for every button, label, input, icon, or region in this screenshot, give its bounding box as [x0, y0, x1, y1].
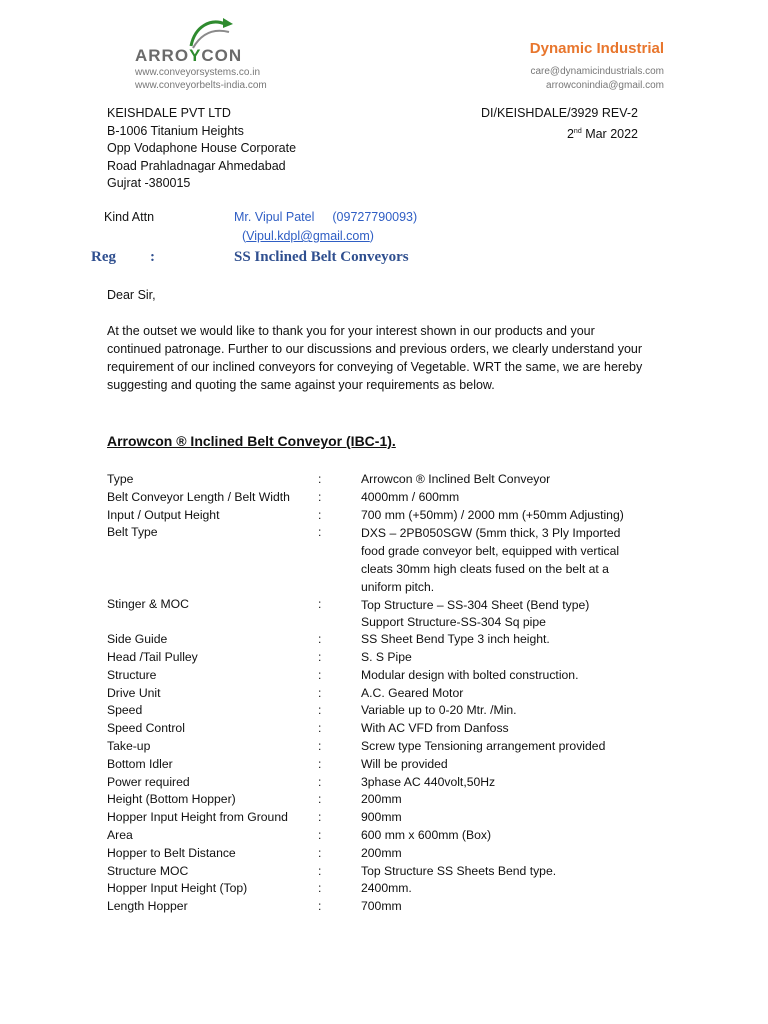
spec-label: Structure: [107, 667, 157, 682]
contact-email-1: care@dynamicindustrials.com: [530, 66, 664, 77]
spec-colon: :: [318, 632, 322, 647]
website-1: www.conveyorsystems.co.in: [135, 67, 261, 78]
spec-row: [107, 490, 620, 508]
spec-label: Stinger & MOC: [107, 596, 189, 611]
spec-label: Structure MOC: [107, 863, 189, 878]
spec-colon: :: [318, 827, 322, 842]
paragraph-line: At the outset we would like to thank you for your interest shown in our products and your: [107, 324, 595, 338]
paragraph-line: suggesting and quoting the same against your requirements as below.: [107, 378, 495, 392]
salutation: Dear Sir,: [107, 288, 156, 302]
spec-label: Hopper Input Height (Top): [107, 881, 248, 896]
spec-label: Hopper to Belt Distance: [107, 845, 236, 860]
spec-colon: :: [318, 881, 322, 896]
spec-label: Belt Conveyor Length / Belt Width: [107, 489, 290, 504]
attention-contact: [234, 210, 417, 224]
paragraph-line: continued patronage. Further to our discussions and previous orders, we clearly understand your: [107, 342, 643, 356]
spec-colon: :: [318, 507, 322, 522]
spec-row: [107, 899, 620, 917]
spec-label: Type: [107, 472, 134, 486]
spec-value: Variable up to 0-20 Mtr. /Min.: [361, 703, 517, 718]
spec-colon: :: [318, 525, 322, 540]
contact-email-2: arrowconindia@gmail.com: [546, 80, 664, 91]
spec-row: [107, 668, 620, 686]
spec-row: [107, 686, 620, 704]
spec-colon: :: [318, 721, 322, 736]
spec-label: Height (Bottom Hopper): [107, 792, 236, 807]
spec-value: 2400mm.: [361, 881, 412, 896]
spec-colon: :: [318, 649, 322, 664]
spec-row: [107, 792, 620, 810]
spec-row: [107, 810, 620, 828]
spec-label: Power required: [107, 774, 190, 789]
spec-value: food grade conveyor belt, equipped with vertical: [361, 544, 620, 559]
spec-label: Length Hopper: [107, 899, 188, 914]
spec-row: [107, 597, 620, 633]
spec-colon: :: [318, 792, 322, 807]
spec-table: [107, 472, 624, 917]
recipient-address: [107, 105, 296, 193]
intro-paragraph: [107, 322, 672, 394]
spec-row: [107, 650, 620, 668]
spec-colon: :: [318, 774, 322, 789]
spec-colon: :: [318, 489, 322, 504]
spec-value: Will be provided: [361, 756, 448, 771]
spec-colon: :: [318, 810, 322, 825]
spec-value: Modular design with bolted construction.: [361, 667, 579, 682]
email-link[interactable]: Vipul.kdpl@gmail.com: [246, 229, 370, 243]
spec-value: 200mm: [361, 792, 402, 807]
spec-row: [107, 472, 620, 490]
spec-row: [107, 757, 620, 775]
spec-value: cleats 30mm high cleats fused on the belt at a: [361, 561, 609, 576]
spec-value: Top Structure – SS-304 Sheet (Bend type): [361, 597, 590, 612]
spec-row: [107, 703, 620, 721]
address-line: Gujrat -380015: [107, 176, 191, 190]
reference-number: DI/KEISHDALE/3929 REV-2: [480, 106, 638, 120]
address-line: Opp Vodaphone House Corporate: [107, 141, 297, 155]
spec-colon: :: [318, 472, 322, 486]
spec-value: 700mm: [361, 899, 402, 914]
spec-value: 3phase AC 440volt,50Hz: [361, 774, 496, 789]
attention-label: Kind Attn: [104, 210, 155, 224]
reg-subject: SS Inclined Belt Conveyors: [234, 249, 409, 265]
spec-row: [107, 525, 620, 596]
spec-value: Arrowcon ® Inclined Belt Conveyor: [361, 472, 551, 486]
section-title: Arrowcon ® Inclined Belt Conveyor (IBC-1).: [107, 433, 396, 449]
spec-label: Belt Type: [107, 525, 158, 540]
spec-row: [107, 881, 620, 899]
spec-colon: :: [318, 738, 322, 753]
spec-value: 4000mm / 600mm: [361, 489, 460, 504]
spec-row: [107, 846, 620, 864]
spec-colon: :: [318, 899, 322, 914]
spec-label: Bottom Idler: [107, 756, 173, 771]
spec-row: [107, 721, 620, 739]
spec-value: uniform pitch.: [361, 579, 435, 594]
reference-date: 2nd Mar 2022: [566, 126, 638, 141]
spec-row: [107, 632, 620, 650]
spec-row: [107, 864, 620, 882]
website-2: www.conveyorbelts-india.com: [135, 80, 267, 91]
attention-name: Mr. Vipul Patel: [234, 210, 315, 224]
logo-wordmark: ARROYCON: [135, 46, 243, 65]
spec-value: Screw type Tensioning arrangement provided: [361, 738, 606, 753]
spec-label: Area: [107, 827, 133, 842]
spec-value: Support Structure-SS-304 Sq pipe: [361, 615, 546, 630]
attention-email: (Vipul.kdpl@gmail.com): [242, 229, 374, 243]
spec-colon: :: [318, 667, 322, 682]
spec-label: Side Guide: [107, 632, 168, 647]
spec-label: Hopper Input Height from Ground: [107, 810, 288, 825]
reg-label: Reg: [91, 249, 116, 265]
spec-label: Input / Output Height: [107, 507, 220, 522]
address-line: KEISHDALE PVT LTD: [107, 106, 231, 120]
spec-row: [107, 775, 620, 793]
spec-colon: :: [318, 845, 322, 860]
spec-label: Speed: [107, 703, 143, 718]
spec-value: A.C. Geared Motor: [361, 685, 464, 700]
paragraph-line: requirement of our inclined conveyors for conveying of Vegetable. WRT the same, we are hereby: [107, 360, 643, 374]
spec-value: 900mm: [361, 810, 402, 825]
spec-row: [107, 828, 620, 846]
brand-name: Dynamic Industrial: [529, 40, 664, 57]
spec-colon: :: [318, 685, 322, 700]
spec-label: Take-up: [107, 738, 151, 753]
reg-colon: :: [150, 249, 155, 265]
spec-value: 600 mm x 600mm (Box): [361, 827, 492, 842]
spec-value: 700 mm (+50mm) / 2000 mm (+50mm Adjusting): [361, 507, 624, 522]
spec-value: 200mm: [361, 845, 402, 860]
spec-colon: :: [318, 756, 322, 771]
spec-value: DXS – 2PB050SGW (5mm thick, 3 Ply Imported: [361, 526, 621, 541]
spec-colon: :: [318, 596, 322, 611]
spec-label: Head /Tail Pulley: [107, 649, 198, 664]
address-line: B-1006 Titanium Heights: [107, 123, 244, 138]
spec-value: With AC VFD from Danfoss: [361, 721, 509, 736]
address-line: Road Prahladnagar Ahmedabad: [107, 158, 286, 173]
attention-phone: (09727790093): [332, 210, 418, 224]
reference-block: [481, 105, 638, 143]
spec-row: [107, 507, 624, 526]
spec-colon: :: [318, 863, 322, 878]
spec-value: SS Sheet Bend Type 3 inch height.: [361, 632, 550, 647]
spec-label: Drive Unit: [107, 685, 161, 700]
spec-row: [107, 739, 620, 757]
spec-value: S. S Pipe: [361, 649, 412, 664]
spec-colon: :: [318, 703, 322, 718]
spec-label: Speed Control: [107, 721, 185, 736]
spec-value: Top Structure SS Sheets Bend type.: [361, 863, 557, 878]
